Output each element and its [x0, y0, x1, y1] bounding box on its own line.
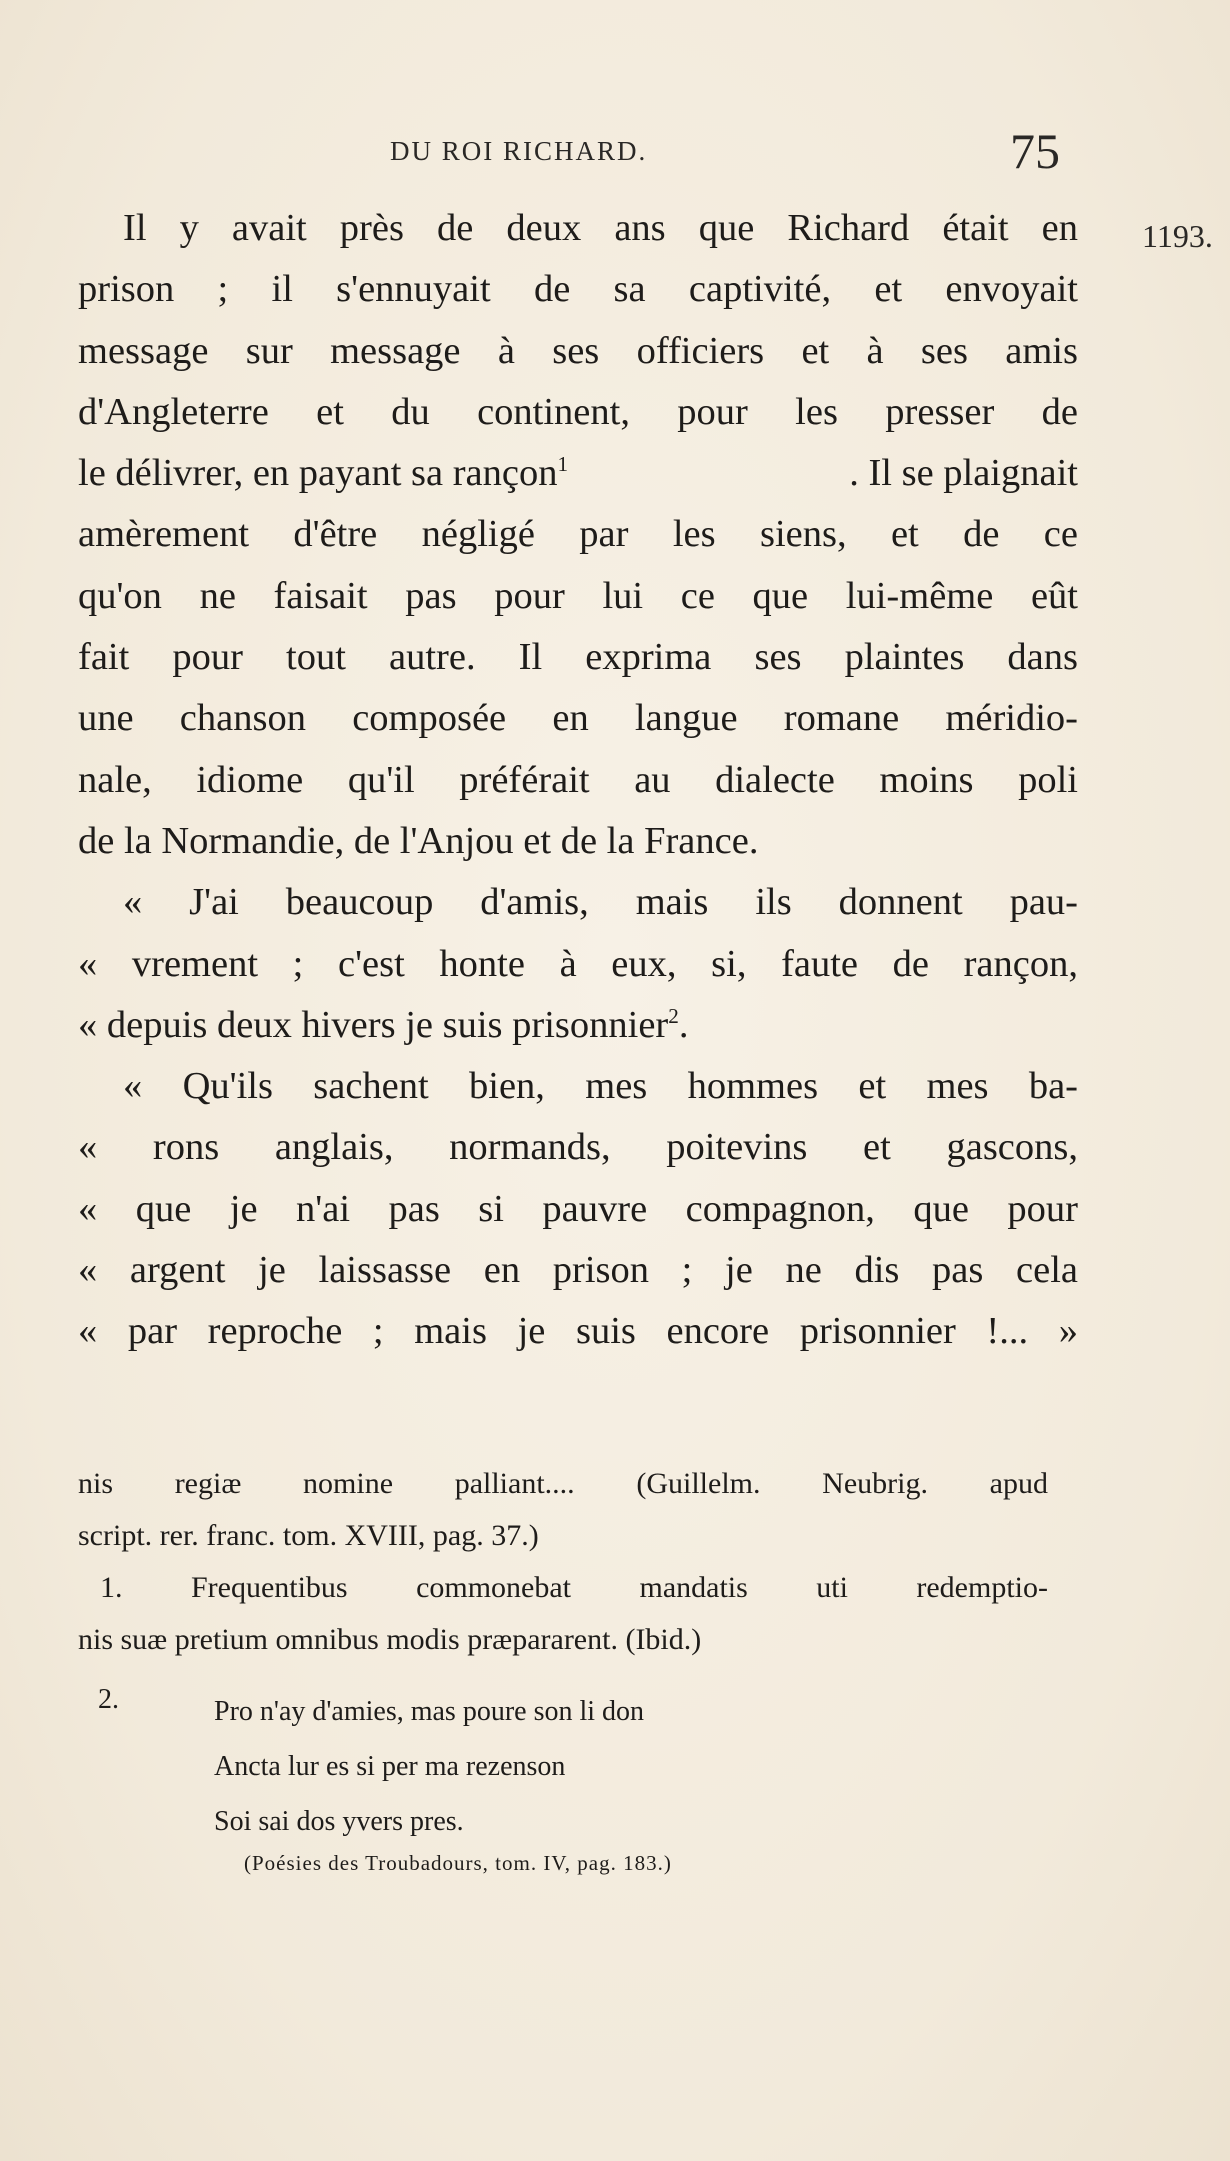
- footnotes: [78, 1458, 1048, 1666]
- footnote-ref-1: 1: [557, 452, 569, 477]
- main-text: [78, 198, 1078, 1363]
- text-fragment: .: [678, 1003, 689, 1046]
- quote-line: « vrement ; c'est honte à eux, si, faute de rançon,: [78, 942, 1078, 985]
- verse-source: (Poésies des Troubadours, tom. IV, pag. 183.): [244, 1851, 672, 1875]
- text-line: de la Normandie, de l'Anjou et de la France.: [78, 819, 759, 862]
- footnote-line: 1. Frequentibus commonebat mandatis uti redemptio-: [100, 1571, 1048, 1604]
- verse-line: Soi sai dos yvers pres.: [214, 1806, 464, 1837]
- quote-line: « par reproche ; mais je suis encore prisonnier !... »: [78, 1310, 1078, 1353]
- footnote-line: nis suæ pretium omnibus modis præpararent. (Ibid.): [78, 1623, 702, 1656]
- text-fragment: « depuis deux hivers je suis prisonnier: [78, 1003, 669, 1046]
- footnote-2-number: 2.: [98, 1684, 119, 1715]
- text-line: qu'on ne faisait pas pour lui ce que lui-même eût: [78, 574, 1078, 617]
- quote-line: « J'ai beaucoup d'amis, mais ils donnent pau-: [123, 881, 1078, 924]
- footnote-line: script. rer. franc. tom. XVIII, pag. 37.): [78, 1519, 539, 1552]
- text-line: prison ; il s'ennuyait de sa captivité, et envoyait: [78, 268, 1078, 311]
- footnote-line: nis regiæ nomine palliant.... (Guillelm. Neubrig. apud: [78, 1467, 1048, 1500]
- quote-line: « que je n'ai pas si pauvre compagnon, que pour: [78, 1187, 1078, 1230]
- quote-line: « rons anglais, normands, poitevins et gascons,: [78, 1126, 1078, 1169]
- page-number: 75: [1010, 123, 1060, 179]
- text-line: Il y avait près de deux ans que Richard était en: [123, 207, 1078, 249]
- text-line: une chanson composée en langue romane méridio-: [78, 697, 1078, 740]
- text-fragment: . Il se plaignait: [849, 452, 1078, 495]
- verse-block: [214, 1684, 644, 1849]
- quote-line: « Qu'ils sachent bien, mes hommes et mes ba-: [123, 1065, 1078, 1108]
- text-line: fait pour tout autre. Il exprima ses plaintes dans: [78, 636, 1078, 679]
- running-head: DU ROI RICHARD.: [390, 136, 648, 166]
- text-line: nale, idiome qu'il préférait au dialecte moins poli: [78, 758, 1078, 801]
- verse-line: Ancta lur es si per ma rezenson: [214, 1751, 566, 1782]
- text-line: amèrement d'être négligé par les siens, et de ce: [78, 513, 1078, 556]
- margin-year-note: 1193.: [1142, 218, 1213, 254]
- quote-line-with-footnote: [78, 995, 1078, 1056]
- text-line: d'Angleterre et du continent, pour les presser de: [78, 390, 1078, 433]
- quote-line: « argent je laissasse en prison ; je ne dis pas cela: [78, 1249, 1078, 1292]
- text-fragment: le délivrer, en payant sa rançon: [78, 452, 558, 495]
- footnote-ref-2: 2: [668, 1004, 679, 1029]
- verse-line: Pro n'ay d'amies, mas poure son li don: [214, 1696, 645, 1727]
- text-line: message sur message à ses officiers et à ses amis: [78, 329, 1078, 372]
- text-line-with-footnote: [78, 443, 1078, 504]
